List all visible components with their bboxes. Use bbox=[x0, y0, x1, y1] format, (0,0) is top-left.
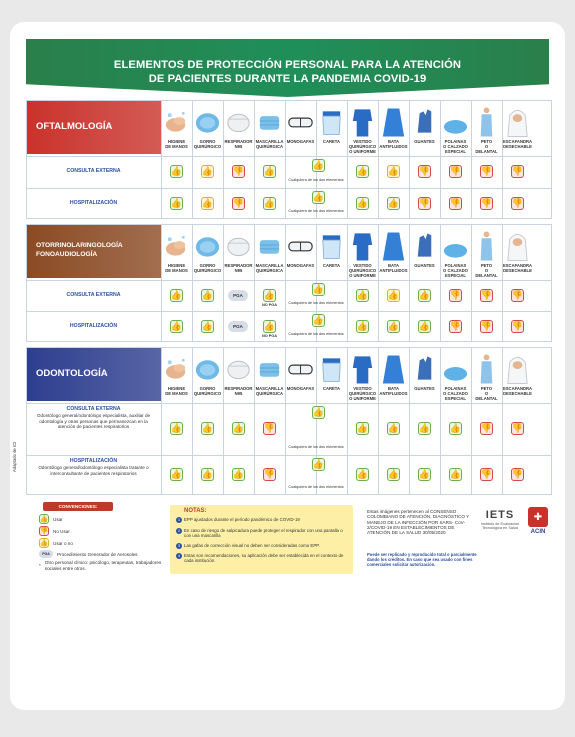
thumbs-up-icon: 👍 bbox=[418, 289, 431, 300]
surgical-cap-icon bbox=[193, 227, 222, 264]
thumbs-up-icon: 👍 bbox=[449, 423, 462, 433]
thumbs-down-icon: 👎 bbox=[480, 423, 493, 433]
section-2 bbox=[26, 347, 552, 495]
surgical-mask-icon bbox=[255, 103, 284, 140]
title-line-2: DE PACIENTES DURANTE LA PANDEMIA COVID-19 bbox=[148, 73, 427, 85]
thumbs-up-icon: 👍 bbox=[387, 423, 400, 433]
face-shield-icon bbox=[317, 350, 346, 387]
column-label: MONOGAFAS bbox=[286, 386, 315, 391]
goggles-icon bbox=[286, 227, 315, 264]
column-label: RESPIRADOR N95 bbox=[224, 139, 253, 149]
iets-logo: IETS Instituto de Evaluación Tecnológica en Salud bbox=[480, 509, 520, 530]
column-label: VESTIDO QUIRÚRGICO O UNIFORME bbox=[348, 386, 377, 401]
thumbs-down-icon: 👎 bbox=[480, 197, 493, 208]
gloves-icon bbox=[410, 227, 439, 264]
cloud-icon: PGA bbox=[228, 290, 248, 301]
thumbs-up-icon: 👍 bbox=[418, 469, 431, 479]
either-element-note: Cualquiera de los dos elementos bbox=[288, 445, 344, 449]
either-element-note: Cualquiera de los dos elementos bbox=[288, 301, 344, 305]
thumbs-up-icon: 👍 bbox=[356, 469, 369, 479]
goggles-icon bbox=[286, 350, 315, 387]
column-label: BATA ANTIFLUIDOS bbox=[379, 386, 408, 396]
apron-icon bbox=[472, 350, 501, 387]
no-pga-note: NO PGA bbox=[262, 334, 277, 338]
thumbs-up-icon: 👍 bbox=[201, 289, 214, 300]
thumbs-down-icon: 👎 bbox=[511, 320, 524, 331]
thumbs-up-icon: 👍 bbox=[201, 320, 214, 331]
surgical-cap-icon bbox=[193, 350, 222, 387]
note-3: 3 Las gafas de corrección visual no deben ser consideradas como EPP. bbox=[177, 542, 320, 548]
thumbs-up-icon: 👍 bbox=[312, 315, 325, 325]
gown-icon bbox=[379, 350, 408, 387]
thumbs-up-icon: 👍 bbox=[170, 289, 183, 300]
respirator-icon bbox=[224, 350, 253, 387]
gown-icon bbox=[379, 103, 408, 140]
column-label: GUANTES bbox=[414, 139, 435, 144]
thumbs-up-icon: 👍 bbox=[312, 160, 325, 170]
gloves-icon bbox=[410, 103, 439, 140]
column-label: VESTIDO QUIRÚRGICO O UNIFORME bbox=[348, 139, 377, 154]
section-title: OFTALMOLOGÍA bbox=[26, 100, 161, 154]
legend-item-use: 👍 Usar bbox=[39, 516, 63, 523]
respirator-icon bbox=[224, 103, 253, 140]
hood-icon bbox=[503, 103, 532, 140]
goggles-icon bbox=[286, 103, 315, 140]
thumbs-down-icon: 👎 bbox=[449, 166, 462, 176]
column-label: MONOGAFAS bbox=[286, 139, 315, 144]
acin-logo: ✚ ACIN bbox=[527, 507, 549, 535]
shoe-covers-icon bbox=[441, 103, 470, 140]
thumbs-sideways-icon: 👍 bbox=[201, 197, 214, 208]
poster-card bbox=[10, 22, 565, 710]
section-1 bbox=[26, 224, 552, 342]
thumbs-up-icon: 👍 bbox=[312, 284, 325, 294]
gloves-icon bbox=[410, 350, 439, 387]
thumbs-down-icon: 👎 bbox=[449, 320, 462, 331]
legend-item-other: * Otro personal clínico: psicólogo, terapeutas, trabajadores sociales entre otros. bbox=[39, 560, 162, 571]
column-label: POLAINAS O CALZADO ESPECIAL bbox=[443, 386, 468, 401]
column-label: HIGIENE DE MANOS bbox=[165, 386, 188, 396]
thumbs-down-icon: 👎 bbox=[511, 469, 524, 479]
thumbs-up-icon: 👍 bbox=[387, 469, 400, 479]
thumbs-up-icon: 👍 bbox=[170, 469, 183, 479]
thumbs-sideways-icon: 👍 bbox=[387, 166, 400, 176]
column-label: MASCARILLA QUIRÚRGICA bbox=[255, 386, 284, 396]
thumbs-down-icon: 👎 bbox=[511, 197, 524, 208]
thumbs-down-icon: 👎 bbox=[449, 289, 462, 300]
consensus-info: Estas imágenes pertenecen al CONSENSO COLOMBIANO DE ATENCIÓN, DIAGNÓSTICO Y MANEJO DE LA INFECCIÓN POR SARS- CoV-2/COVID-19 EN ESTABLECIMIENTOS DE ATENCIÓN DE LA SALUD 30/05/2020 bbox=[367, 509, 470, 536]
column-label: MASCARILLA QUIRÚRGICA bbox=[255, 263, 284, 273]
note-2: 2 En caso de riesgo de salpicadura puede proteger el respirador con una pantalla o con una mascarilla bbox=[177, 527, 343, 539]
thumbs-up-icon: 👍 bbox=[201, 423, 214, 433]
thumbs-up-icon: 👍 bbox=[387, 320, 400, 331]
face-shield-icon bbox=[317, 103, 346, 140]
column-label: GORRO QUIRÚRGICO bbox=[193, 263, 222, 273]
notes-title: NOTAS: bbox=[184, 508, 207, 514]
thumbs-up-icon: 👍 bbox=[170, 197, 183, 208]
thumbs-up-icon: 👍 bbox=[232, 469, 245, 479]
title-line-1: ELEMENTOS DE PROTECCIÓN PERSONAL PARA LA ATENCIÓN bbox=[113, 59, 462, 71]
column-label: ESCAFANDRA DESECHABLE bbox=[502, 263, 533, 273]
thumbs-up-icon: 👍 bbox=[387, 197, 400, 208]
thumbs-down-icon: 👎 bbox=[480, 166, 493, 176]
thumbs-down-icon: 👎 bbox=[480, 469, 493, 479]
thumbs-down-icon: 👎 bbox=[449, 197, 462, 208]
cloud-icon: PGA bbox=[228, 321, 248, 332]
either-element-note: Cualquiera de los dos elementos bbox=[288, 485, 344, 489]
either-element-note: Cualquiera de los dos elementos bbox=[288, 209, 344, 213]
row-description: Odontólogo general/odontólogo especialista, auxiliar de odontología y otras personas que permanezcan en la atención de pacientes respiratorios bbox=[36, 413, 151, 430]
either-element-note: Cualquiera de los dos elementos bbox=[288, 178, 344, 182]
note-1: 1 EPP ajustados durante el período pandémico de COVID-19 bbox=[177, 516, 300, 522]
column-label: GUANTES bbox=[414, 386, 435, 391]
legend-item-no: 👎 No Usar bbox=[39, 528, 70, 535]
thumbs-up-icon: 👍 bbox=[312, 192, 325, 202]
row-label: CONSULTA EXTERNA bbox=[66, 168, 121, 174]
column-label: PETO O DELANTAL bbox=[475, 386, 498, 401]
column-label: HIGIENE DE MANOS bbox=[165, 139, 188, 149]
thumbs-up-icon: 👍 bbox=[263, 166, 276, 176]
thumbs-down-icon: 👎 bbox=[480, 289, 493, 300]
thumbs-down-icon: 👎 bbox=[263, 423, 276, 433]
column-label: HIGIENE DE MANOS bbox=[165, 263, 188, 273]
thumbs-up-icon: 👍 bbox=[356, 320, 369, 331]
notes-box bbox=[170, 505, 353, 574]
row-label: HOSPITALIZACIÓN bbox=[69, 458, 118, 464]
scrubs-icon bbox=[348, 350, 377, 387]
thumbs-up-icon: 👍 bbox=[263, 320, 276, 331]
hood-icon bbox=[503, 350, 532, 387]
cloud-icon: PGA bbox=[39, 550, 53, 558]
face-shield-icon bbox=[317, 227, 346, 264]
asterisk-icon: * bbox=[39, 562, 41, 568]
section-0 bbox=[26, 100, 552, 219]
column-label: VESTIDO QUIRÚRGICO O UNIFORME bbox=[348, 263, 377, 278]
thumbs-down-icon: 👎 bbox=[263, 469, 276, 479]
surgical-cap-icon bbox=[193, 103, 222, 140]
column-label: PETO O DELANTAL bbox=[475, 139, 498, 154]
thumbs-down-icon: 👎 bbox=[39, 528, 49, 535]
either-element-note: Cualquiera de los dos elementos bbox=[288, 332, 344, 336]
thumbs-sideways-icon: 👍 bbox=[201, 166, 214, 176]
column-label: POLAINAS O CALZADO ESPECIAL bbox=[443, 139, 468, 154]
thumbs-up-icon: 👍 bbox=[312, 459, 325, 469]
title-banner bbox=[26, 39, 549, 97]
thumbs-up-icon: 👍 bbox=[170, 423, 183, 433]
column-label: CARETA bbox=[322, 263, 341, 268]
column-label: BATA ANTIFLUIDOS bbox=[379, 263, 408, 273]
hood-icon bbox=[503, 227, 532, 264]
column-label: ESCAFANDRA DESECHABLE bbox=[502, 139, 533, 149]
apron-icon bbox=[472, 227, 501, 264]
thumbs-down-icon: 👎 bbox=[232, 166, 245, 176]
thumbs-up-icon: 👍 bbox=[356, 423, 369, 433]
column-label: CARETA bbox=[322, 386, 341, 391]
thumbs-down-icon: 👎 bbox=[480, 320, 493, 331]
scrubs-icon bbox=[348, 227, 377, 264]
thumbs-up-icon: 👍 bbox=[356, 289, 369, 300]
thumbs-up-icon: 👍 bbox=[263, 197, 276, 208]
thumbs-up-icon: 👍 bbox=[449, 469, 462, 479]
row-label: HOSPITALIZACIÓN bbox=[69, 199, 118, 206]
thumbs-up-icon: 👍 bbox=[418, 423, 431, 433]
column-label: CARETA bbox=[322, 139, 341, 144]
column-label: MASCARILLA QUIRÚRGICA bbox=[255, 139, 284, 149]
legend-item-maybe: 👍 Usar o no bbox=[39, 540, 73, 547]
thumbs-sideways-icon: 👍 bbox=[39, 540, 49, 547]
thumbs-down-icon: 👎 bbox=[418, 166, 431, 176]
scrubs-icon bbox=[348, 103, 377, 140]
thumbs-down-icon: 👎 bbox=[511, 289, 524, 300]
column-label: GORRO QUIRÚRGICO bbox=[193, 386, 222, 396]
apron-icon bbox=[472, 103, 501, 140]
column-label: ESCAFANDRA DESECHABLE bbox=[502, 386, 533, 396]
section-title: OTORRINOLARINGOLOGÍA FONOAUDIOLOGÍA bbox=[26, 224, 161, 278]
column-label: MONOGAFAS bbox=[286, 263, 315, 268]
row-description: Odontólogo general/odontólogo especialista tratante o interconsultante de pacientes respiratorios bbox=[38, 465, 149, 476]
thumbs-down-icon: 👎 bbox=[511, 423, 524, 433]
column-label: BATA ANTIFLUIDOS bbox=[379, 139, 408, 149]
thumbs-up-icon: 👍 bbox=[201, 469, 214, 479]
thumbs-up-icon: 👍 bbox=[263, 289, 276, 300]
column-label: PETO O DELANTAL bbox=[475, 263, 498, 278]
note-4: 4 Estas son recomendaciones, su aplicación debe ser establecida en el contexto de cada institución. bbox=[177, 552, 344, 564]
acin-emblem-icon: ✚ bbox=[528, 507, 548, 527]
respirator-icon bbox=[224, 227, 253, 264]
hands-washing-icon bbox=[162, 227, 191, 264]
section-title: ODONTOLOGÍA bbox=[26, 347, 161, 401]
thumbs-sideways-icon: 👍 bbox=[387, 289, 400, 300]
thumbs-up-icon: 👍 bbox=[170, 166, 183, 176]
thumbs-down-icon: 👎 bbox=[232, 197, 245, 208]
thumbs-up-icon: 👍 bbox=[39, 516, 49, 523]
thumbs-up-icon: 👍 bbox=[232, 423, 245, 433]
shoe-covers-icon bbox=[441, 350, 470, 387]
column-label: GUANTES bbox=[414, 263, 435, 268]
surgical-mask-icon bbox=[255, 227, 284, 264]
column-label: RESPIRADOR N95 bbox=[224, 263, 253, 273]
column-label: POLAINAS O CALZADO ESPECIAL bbox=[443, 263, 468, 278]
hands-washing-icon bbox=[162, 103, 191, 140]
hands-washing-icon bbox=[162, 350, 191, 387]
reproduction-info: Puede ser replicado y reproducido total o parcialmente dando los créditos. En caso que sea usado con fines comerciales solicitar autorización. bbox=[367, 552, 477, 567]
side-caption: Adaptado de ICI bbox=[12, 441, 17, 472]
thumbs-up-icon: 👍 bbox=[170, 320, 183, 331]
no-pga-note: NO PGA bbox=[262, 303, 277, 307]
thumbs-down-icon: 👎 bbox=[418, 197, 431, 208]
row-label: HOSPITALIZACIÓN bbox=[69, 322, 118, 329]
thumbs-up-icon: 👍 bbox=[356, 197, 369, 208]
thumbs-up-icon: 👍 bbox=[312, 407, 325, 417]
column-label: RESPIRADOR N95 bbox=[224, 386, 253, 396]
legend-item-pga: PGA Procedimiento Generador de Aerosoles bbox=[39, 550, 137, 558]
surgical-mask-icon bbox=[255, 350, 284, 387]
thumbs-up-icon: 👍 bbox=[418, 320, 431, 331]
thumbs-down-icon: 👎 bbox=[511, 166, 524, 176]
thumbs-up-icon: 👍 bbox=[356, 166, 369, 176]
column-label: GORRO QUIRÚRGICO bbox=[193, 139, 222, 149]
gown-icon bbox=[379, 227, 408, 264]
row-label: CONSULTA EXTERNA bbox=[66, 406, 121, 412]
row-label: CONSULTA EXTERNA bbox=[66, 291, 121, 298]
legend-title: CONVENCIONES: bbox=[43, 502, 113, 511]
shoe-covers-icon bbox=[441, 227, 470, 264]
